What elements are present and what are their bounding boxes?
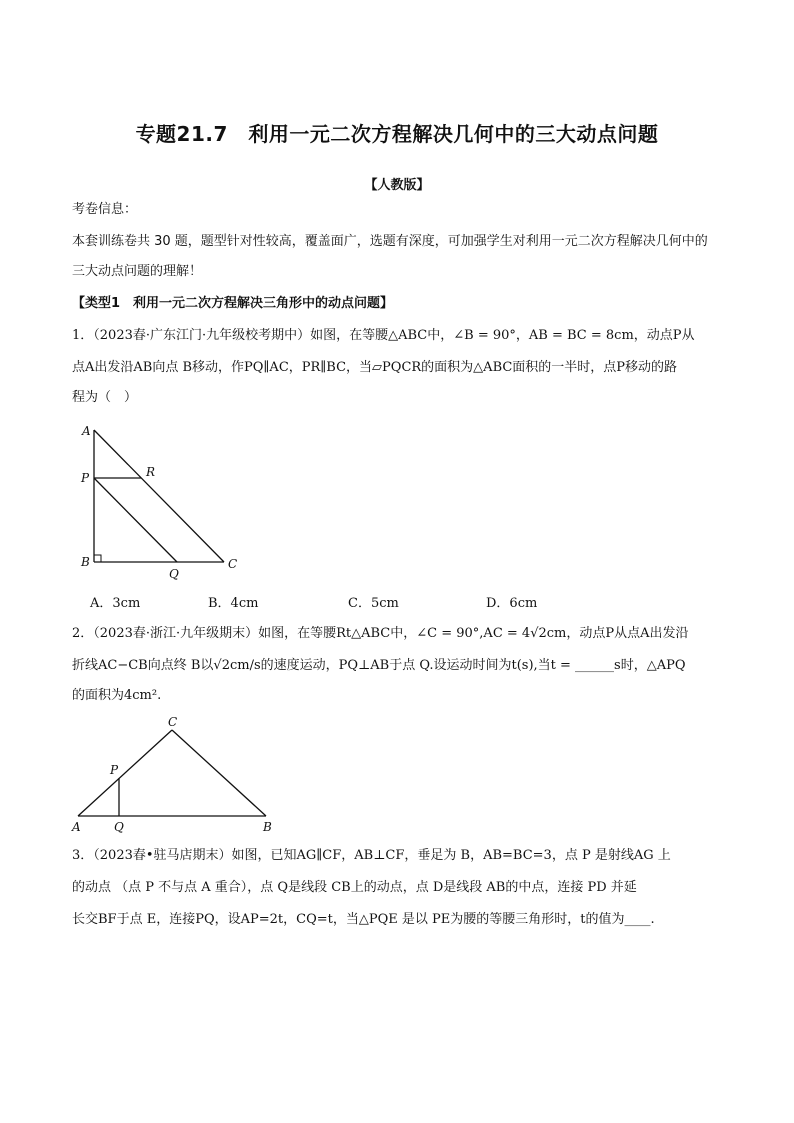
question-3-line-2: 的动点 （点 P 不与点 A 重合），点 Q是线段 CB上的动点，点 D是线段 AB的中点，连接 PD 并延 — [72, 880, 637, 895]
label-q: Q — [169, 567, 179, 580]
label-b: B — [81, 555, 90, 569]
label-q: Q — [114, 820, 124, 834]
label-b: B — [263, 820, 272, 834]
side-ac — [78, 730, 172, 816]
choice-d[interactable]: D．6cm — [486, 596, 538, 611]
choice-b[interactable]: B．4cm — [208, 596, 259, 611]
right-angle-mark — [94, 555, 101, 562]
segment-pq — [94, 478, 177, 562]
edition-label: 【人教版】 — [364, 178, 430, 193]
question-2-line-3: 的面积为4cm². — [72, 688, 162, 703]
question-2-line-2: 折线AC−CB向点终 B以√2cm/s的速度运动，PQ⊥AB于点 Q.设运动时间为t(s),当t = ______s时，△APQ — [72, 658, 686, 673]
side-cb — [172, 730, 266, 816]
question-1-figure — [78, 420, 248, 580]
label-p: P — [81, 471, 90, 485]
question-1-line-3: 程为（ ） — [72, 390, 138, 405]
exam-info-label: 考卷信息： — [72, 202, 138, 217]
exam-info-text-1: 本套训练卷共 30 题，题型针对性较高，覆盖面广，选题有深度，可加强学生对利用一元二次方程解决几何中的 — [72, 234, 708, 249]
exam-info-text-2: 三大动点问题的理解！ — [72, 264, 203, 279]
question-1-line-2: 点A出发沿AB向点 B移动，作PQ∥AC，PR∥BC，当▱PQCR的面积为△ABC面积的一半时，点P移动的路 — [72, 360, 678, 375]
label-p: P — [110, 763, 119, 777]
label-r: R — [146, 465, 156, 479]
label-c: C — [228, 557, 238, 571]
label-c: C — [168, 715, 178, 729]
question-1-choices — [0, 592, 794, 612]
question-2-line-1: 2．（2023春·浙江·九年级期末）如图，在等腰Rt△ABC中，∠C = 90°,AC = 4√2cm，动点P从点A出发沿 — [72, 626, 689, 641]
side-ac — [94, 430, 224, 562]
section-heading: 【类型1 利用一元二次方程解决三角形中的动点问题】 — [72, 296, 394, 311]
choice-a[interactable]: A．3cm — [90, 596, 141, 611]
question-3-line-3: 长交BF于点 E，连接PQ，设AP=2t，CQ=t，当△PQE 是以 PE为腰的等腰三角形时，t的值为____. — [72, 912, 655, 927]
label-a: A — [82, 424, 91, 438]
label-a: A — [72, 820, 81, 834]
choice-c[interactable]: C．5cm — [348, 596, 399, 611]
question-2-figure — [68, 712, 288, 836]
question-3-line-1: 3．（2023春•驻马店期末）如图，已知AG∥CF，AB⊥CF，垂足为 B，AB=BC=3，点 P 是射线AG 上 — [72, 848, 671, 863]
question-1-line-1: 1．（2023春·广东江门·九年级校考期中）如图，在等腰△ABC中，∠B = 90°，AB = BC = 8cm，动点P从 — [72, 328, 695, 343]
page-title: 专题21.7 利用一元二次方程解决几何中的三大动点问题 — [135, 122, 659, 146]
